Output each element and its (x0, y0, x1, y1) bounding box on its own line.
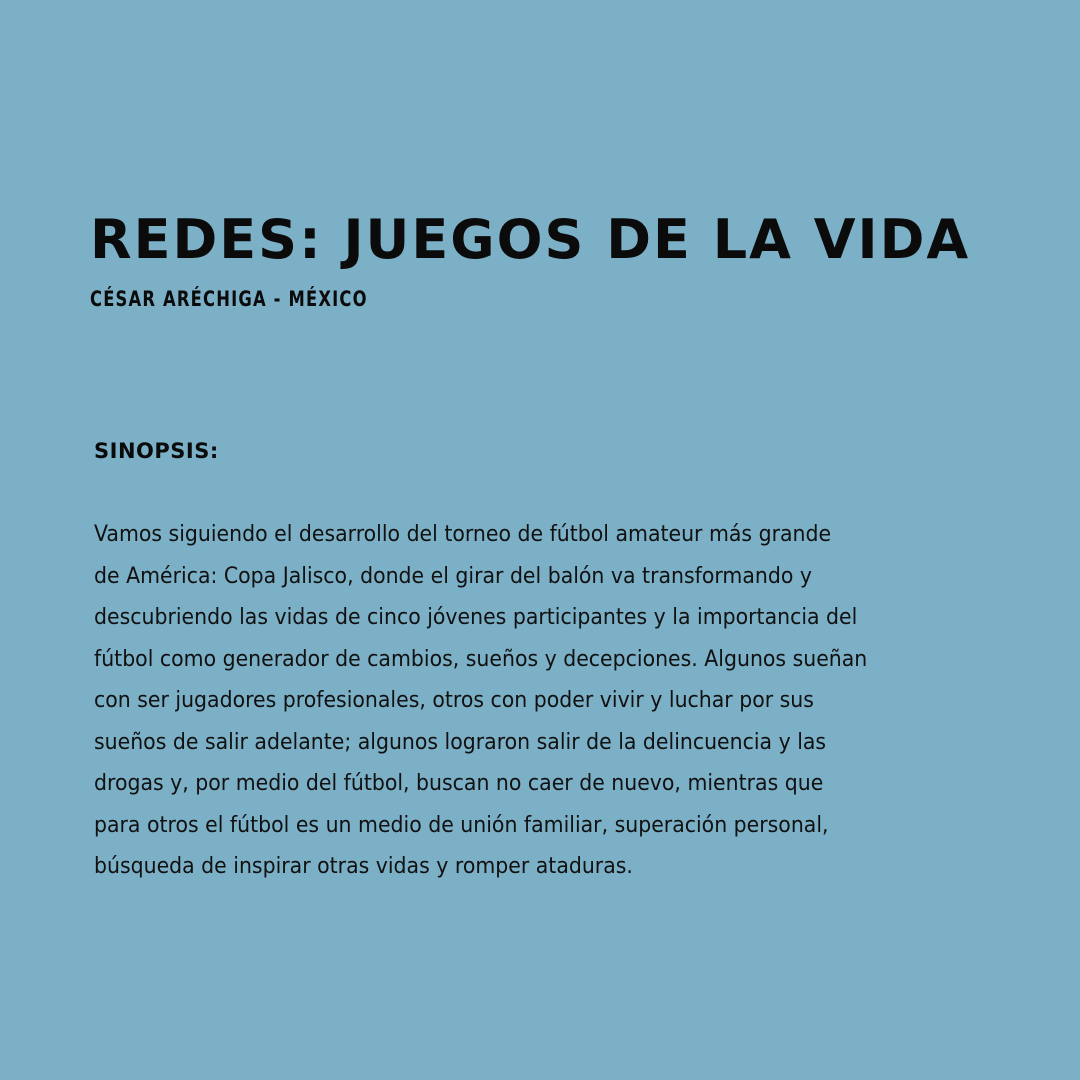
synopsis-line: drogas y, por medio del fútbol, buscan no caer de nuevo, mientras que (94, 771, 824, 796)
synopsis-line: para otros el fútbol es un medio de unión familiar, superación personal, (94, 812, 829, 838)
synopsis-heading: SINOPSIS: (94, 439, 219, 463)
synopsis-line: descubriendo las vidas de cinco jóvenes participantes y la importancia del (94, 605, 858, 630)
synopsis-text (94, 514, 994, 888)
synopsis-line: fútbol como generador de cambios, sueños y decepciones. Algunos sueñan (94, 646, 868, 672)
synopsis-line: Vamos siguiendo el desarrollo del torneo de fútbol amateur más grande (94, 522, 832, 547)
director-country: CÉSAR ARÉCHIGA - MÉXICO (90, 287, 368, 311)
synopsis-line: de América: Copa Jalisco, donde el girar del balón va transformando y (94, 563, 812, 589)
synopsis-line: sueños de salir adelante; algunos lograron salir de la delincuencia y las (94, 729, 827, 755)
synopsis-line: búsqueda de inspirar otras vidas y romper ataduras. (94, 854, 633, 879)
synopsis-line: con ser jugadores profesionales, otros con poder vivir y luchar por sus (94, 688, 814, 713)
film-title: REDES: JUEGOS DE LA VIDA (90, 208, 971, 271)
